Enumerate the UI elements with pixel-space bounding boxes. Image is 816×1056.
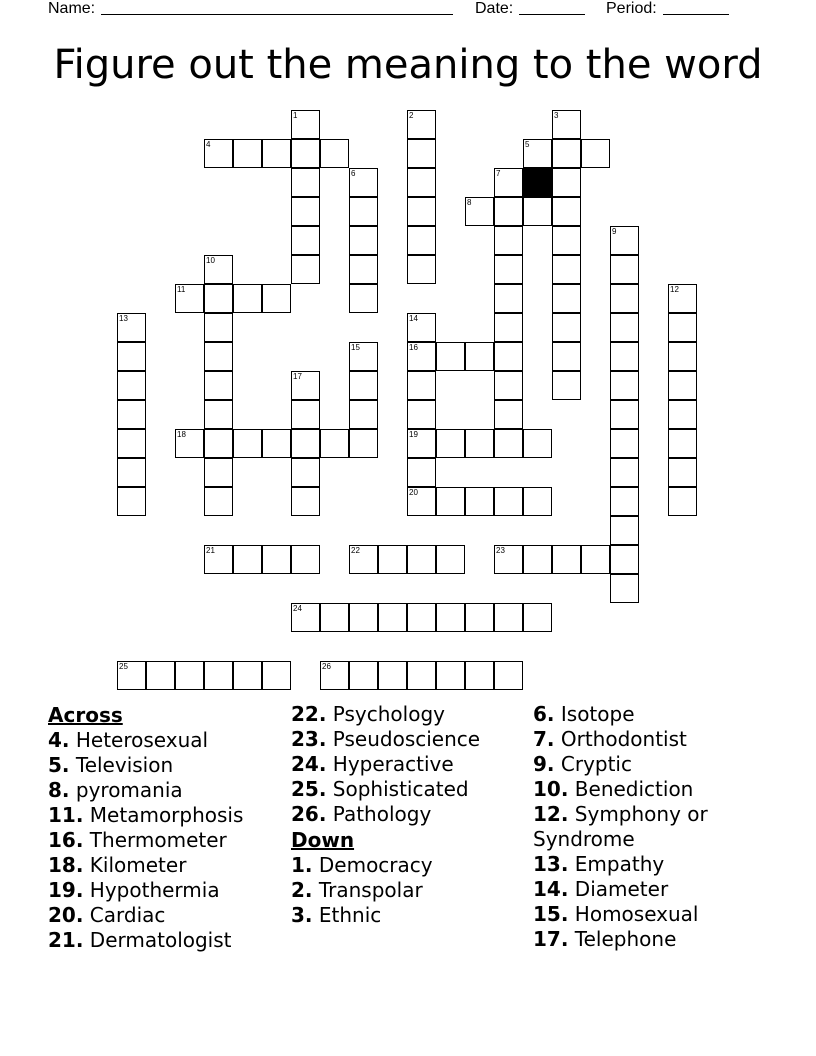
crossword-cell[interactable]	[407, 487, 436, 516]
crossword-cell[interactable]	[349, 400, 378, 429]
clue-across-23: 23. Pseudoscience	[291, 727, 481, 751]
crossword-cell[interactable]	[465, 342, 494, 371]
crossword-cell[interactable]	[291, 110, 320, 139]
crossword-cell[interactable]	[117, 313, 146, 342]
crossword-cell[interactable]	[552, 313, 581, 342]
crossword-cell[interactable]	[407, 168, 436, 197]
crossword-cell[interactable]	[117, 342, 146, 371]
crossword-cell[interactable]	[407, 139, 436, 168]
crossword-cell[interactable]	[117, 371, 146, 400]
clue-down-17: 17. Telephone	[533, 927, 677, 951]
crossword-cell[interactable]	[262, 284, 291, 313]
clue-number: 3	[554, 111, 559, 120]
crossword-cell[interactable]	[407, 342, 436, 371]
crossword-cell[interactable]	[610, 429, 639, 458]
clue-down-9: 9. Cryptic	[533, 752, 632, 776]
crossword-cell[interactable]	[291, 197, 320, 226]
crossword-cell[interactable]	[523, 603, 552, 632]
crossword-cell[interactable]	[436, 603, 465, 632]
crossword-cell[interactable]	[175, 284, 204, 313]
crossword-cell[interactable]	[465, 197, 494, 226]
crossword-cell[interactable]	[233, 429, 262, 458]
crossword-cell[interactable]	[610, 342, 639, 371]
crossword-cell[interactable]	[117, 429, 146, 458]
crossword-cell[interactable]	[349, 226, 378, 255]
crossword-cell[interactable]	[117, 458, 146, 487]
crossword-cell[interactable]	[378, 603, 407, 632]
crossword-cell[interactable]	[349, 342, 378, 371]
clue-number: 1	[293, 111, 298, 120]
crossword-cell[interactable]	[610, 371, 639, 400]
crossword-cell[interactable]	[233, 545, 262, 574]
crossword-cell[interactable]	[494, 284, 523, 313]
crossword-cell[interactable]	[494, 371, 523, 400]
clue-down-6: 6. Isotope	[533, 702, 635, 726]
clue-number: 23	[496, 546, 505, 555]
crossword-cell[interactable]	[291, 226, 320, 255]
crossword-cell[interactable]	[552, 226, 581, 255]
crossword-cell[interactable]	[291, 487, 320, 516]
crossword-cell[interactable]	[494, 487, 523, 516]
clue-down-15: 15. Homosexual	[533, 902, 699, 926]
crossword-cell[interactable]	[204, 342, 233, 371]
crossword-cell[interactable]	[436, 429, 465, 458]
crossword-cell[interactable]	[262, 661, 291, 690]
crossword-cell[interactable]	[494, 400, 523, 429]
page-title: Figure out the meaning to the word	[53, 42, 763, 88]
crossword-cell[interactable]	[349, 545, 378, 574]
crossword-cell[interactable]	[610, 226, 639, 255]
crossword-cell[interactable]	[204, 429, 233, 458]
clue-across-25: 25. Sophisticated	[291, 777, 469, 801]
crossword-block	[523, 168, 552, 197]
clue-across-21: 21. Dermatologist	[48, 928, 232, 952]
crossword-cell[interactable]	[668, 371, 697, 400]
crossword-cell[interactable]	[552, 342, 581, 371]
across-heading: Across	[48, 703, 123, 727]
clue-across-4: 4. Heterosexual	[48, 728, 209, 752]
clue-number: 7	[496, 169, 501, 178]
crossword-cell[interactable]	[610, 574, 639, 603]
clue-number: 26	[322, 662, 331, 671]
period-label: Period:	[606, 0, 657, 17]
crossword-cell[interactable]	[436, 661, 465, 690]
clue-down-14: 14. Diameter	[533, 877, 669, 901]
crossword-cell[interactable]	[204, 284, 233, 313]
crossword-cell[interactable]	[291, 168, 320, 197]
crossword-cell[interactable]	[523, 139, 552, 168]
crossword-cell[interactable]	[407, 197, 436, 226]
crossword-cell[interactable]	[291, 429, 320, 458]
crossword-cell[interactable]	[436, 342, 465, 371]
crossword-cell[interactable]	[610, 255, 639, 284]
crossword-cell[interactable]	[523, 487, 552, 516]
crossword-cell[interactable]	[668, 487, 697, 516]
crossword-cell[interactable]	[320, 139, 349, 168]
crossword-cell[interactable]	[581, 139, 610, 168]
crossword-cell[interactable]	[262, 429, 291, 458]
crossword-cell[interactable]	[204, 371, 233, 400]
clue-number: 18	[177, 430, 186, 439]
crossword-cell[interactable]	[552, 110, 581, 139]
crossword-cell[interactable]	[349, 371, 378, 400]
crossword-cell[interactable]	[204, 545, 233, 574]
crossword-cell[interactable]	[523, 197, 552, 226]
crossword-cell[interactable]	[349, 197, 378, 226]
crossword-cell[interactable]	[494, 545, 523, 574]
clue-across-26: 26. Pathology	[291, 802, 432, 826]
crossword-cell[interactable]	[291, 545, 320, 574]
clue-number: 9	[612, 227, 617, 236]
clue-across-24: 24. Hyperactive	[291, 752, 454, 776]
clue-number: 24	[293, 604, 302, 613]
crossword-cell[interactable]	[552, 371, 581, 400]
clue-across-22: 22. Psychology	[291, 702, 445, 726]
crossword-cell[interactable]	[552, 284, 581, 313]
crossword-cell[interactable]	[668, 429, 697, 458]
crossword-cell[interactable]	[610, 284, 639, 313]
clue-column-2	[291, 702, 541, 928]
clue-across-5: 5. Television	[48, 753, 174, 777]
crossword-cell[interactable]	[552, 545, 581, 574]
clue-number: 25	[119, 662, 128, 671]
clue-number: 16	[409, 343, 418, 352]
crossword-cell[interactable]	[175, 429, 204, 458]
crossword-cell[interactable]	[349, 661, 378, 690]
crossword-cell[interactable]	[668, 313, 697, 342]
down-heading: Down	[291, 828, 355, 852]
clue-number: 12	[670, 285, 679, 294]
crossword-cell[interactable]	[175, 661, 204, 690]
crossword-cell[interactable]	[494, 197, 523, 226]
clue-number: 21	[206, 546, 215, 555]
crossword-cell[interactable]	[465, 429, 494, 458]
crossword-cell[interactable]	[494, 429, 523, 458]
crossword-cell[interactable]	[610, 516, 639, 545]
crossword-cell[interactable]	[407, 313, 436, 342]
crossword-cell[interactable]	[407, 371, 436, 400]
crossword-cell[interactable]	[523, 429, 552, 458]
crossword-cell[interactable]	[610, 487, 639, 516]
name-label: Name:	[48, 0, 96, 17]
date-label: Date:	[475, 0, 514, 17]
crossword-cell[interactable]	[407, 400, 436, 429]
crossword-cell[interactable]	[494, 226, 523, 255]
clue-number: 19	[409, 430, 418, 439]
crossword-cell[interactable]	[320, 603, 349, 632]
crossword-cell[interactable]	[204, 139, 233, 168]
crossword-cell[interactable]	[204, 400, 233, 429]
clue-across-8: 8. pyromania	[48, 778, 183, 802]
crossword-cell[interactable]	[146, 661, 175, 690]
crossword-cell[interactable]	[233, 284, 262, 313]
crossword-cell[interactable]	[291, 400, 320, 429]
crossword-cell[interactable]	[262, 545, 291, 574]
crossword-cell[interactable]	[494, 603, 523, 632]
crossword-cell[interactable]	[349, 255, 378, 284]
clue-number: 11	[177, 285, 186, 294]
clue-across-20: 20. Cardiac	[48, 903, 166, 927]
crossword-cell[interactable]	[465, 603, 494, 632]
crossword-cell[interactable]	[291, 603, 320, 632]
crossword-cell[interactable]	[494, 168, 523, 197]
clue-down-3: 3. Ethnic	[291, 903, 382, 927]
crossword-cell[interactable]	[407, 603, 436, 632]
crossword-cell[interactable]	[233, 139, 262, 168]
clue-number: 22	[351, 546, 360, 555]
crossword-cell[interactable]	[204, 313, 233, 342]
crossword-cell[interactable]	[117, 487, 146, 516]
crossword-cell[interactable]	[407, 110, 436, 139]
crossword-cell[interactable]	[320, 661, 349, 690]
crossword-cell[interactable]	[494, 342, 523, 371]
crossword-cell[interactable]	[552, 168, 581, 197]
clue-down-10: 10. Benediction	[533, 777, 694, 801]
crossword-cell[interactable]	[494, 313, 523, 342]
crossword-cell[interactable]	[233, 661, 262, 690]
crossword-cell[interactable]	[407, 255, 436, 284]
crossword-cell[interactable]	[610, 313, 639, 342]
crossword-cell[interactable]	[436, 545, 465, 574]
clue-number: 14	[409, 314, 418, 323]
crossword-cell[interactable]	[407, 458, 436, 487]
clue-number: 15	[351, 343, 360, 352]
clue-down-13: 13. Empathy	[533, 852, 665, 876]
crossword-cell[interactable]	[668, 400, 697, 429]
clue-across-11: 11. Metamorphosis	[48, 803, 244, 827]
clue-across-19: 19. Hypothermia	[48, 878, 220, 902]
clue-down-1: 1. Democracy	[291, 853, 433, 877]
crossword-cell[interactable]	[117, 400, 146, 429]
clue-down-7: 7. Orthodontist	[533, 727, 687, 751]
clue-number: 17	[293, 372, 302, 381]
crossword-cell[interactable]	[668, 284, 697, 313]
crossword-cell[interactable]	[378, 661, 407, 690]
crossword-cell[interactable]	[204, 661, 233, 690]
clue-number: 20	[409, 488, 418, 497]
clue-across-18: 18. Kilometer	[48, 853, 187, 877]
crossword-cell[interactable]	[523, 545, 552, 574]
crossword-cell[interactable]	[291, 139, 320, 168]
crossword-cell[interactable]	[349, 429, 378, 458]
crossword-cell[interactable]	[349, 168, 378, 197]
crossword-cell[interactable]	[407, 429, 436, 458]
crossword-cell[interactable]	[494, 255, 523, 284]
crossword-cell[interactable]	[349, 603, 378, 632]
crossword-cell[interactable]	[610, 400, 639, 429]
crossword-cell[interactable]	[552, 139, 581, 168]
clue-down-2: 2. Transpolar	[291, 878, 423, 902]
crossword-cell[interactable]	[349, 284, 378, 313]
crossword-cell[interactable]	[465, 661, 494, 690]
crossword-cell[interactable]	[581, 545, 610, 574]
crossword-cell[interactable]	[117, 661, 146, 690]
crossword-cell[interactable]	[465, 487, 494, 516]
crossword-cell[interactable]	[552, 197, 581, 226]
clue-number: 5	[525, 140, 530, 149]
clue-across-16: 16. Thermometer	[48, 828, 227, 852]
crossword-cell[interactable]	[494, 661, 523, 690]
crossword-cell[interactable]	[291, 458, 320, 487]
clue-column-1	[48, 702, 298, 953]
crossword-cell[interactable]	[610, 545, 639, 574]
crossword-cell[interactable]	[407, 226, 436, 255]
crossword-cell[interactable]	[378, 545, 407, 574]
crossword-cell[interactable]	[668, 342, 697, 371]
crossword-cell[interactable]	[262, 139, 291, 168]
crossword-cell[interactable]	[320, 429, 349, 458]
crossword-cell[interactable]	[204, 255, 233, 284]
clue-down-12: 12. Symphony or Syndrome	[533, 802, 708, 851]
clue-number: 2	[409, 111, 414, 120]
crossword-cell[interactable]	[407, 545, 436, 574]
crossword-cell[interactable]	[610, 458, 639, 487]
crossword-cell[interactable]	[204, 458, 233, 487]
clue-number: 6	[351, 169, 356, 178]
crossword-cell[interactable]	[436, 487, 465, 516]
crossword-cell[interactable]	[407, 661, 436, 690]
clue-number: 13	[119, 314, 128, 323]
clue-number: 10	[206, 256, 215, 265]
clue-number: 8	[467, 198, 472, 207]
crossword-cell[interactable]	[552, 255, 581, 284]
clue-number: 4	[206, 140, 211, 149]
crossword-cell[interactable]	[204, 487, 233, 516]
crossword-cell[interactable]	[291, 255, 320, 284]
crossword-cell[interactable]	[668, 458, 697, 487]
crossword-cell[interactable]	[291, 371, 320, 400]
clue-column-3	[533, 702, 763, 952]
